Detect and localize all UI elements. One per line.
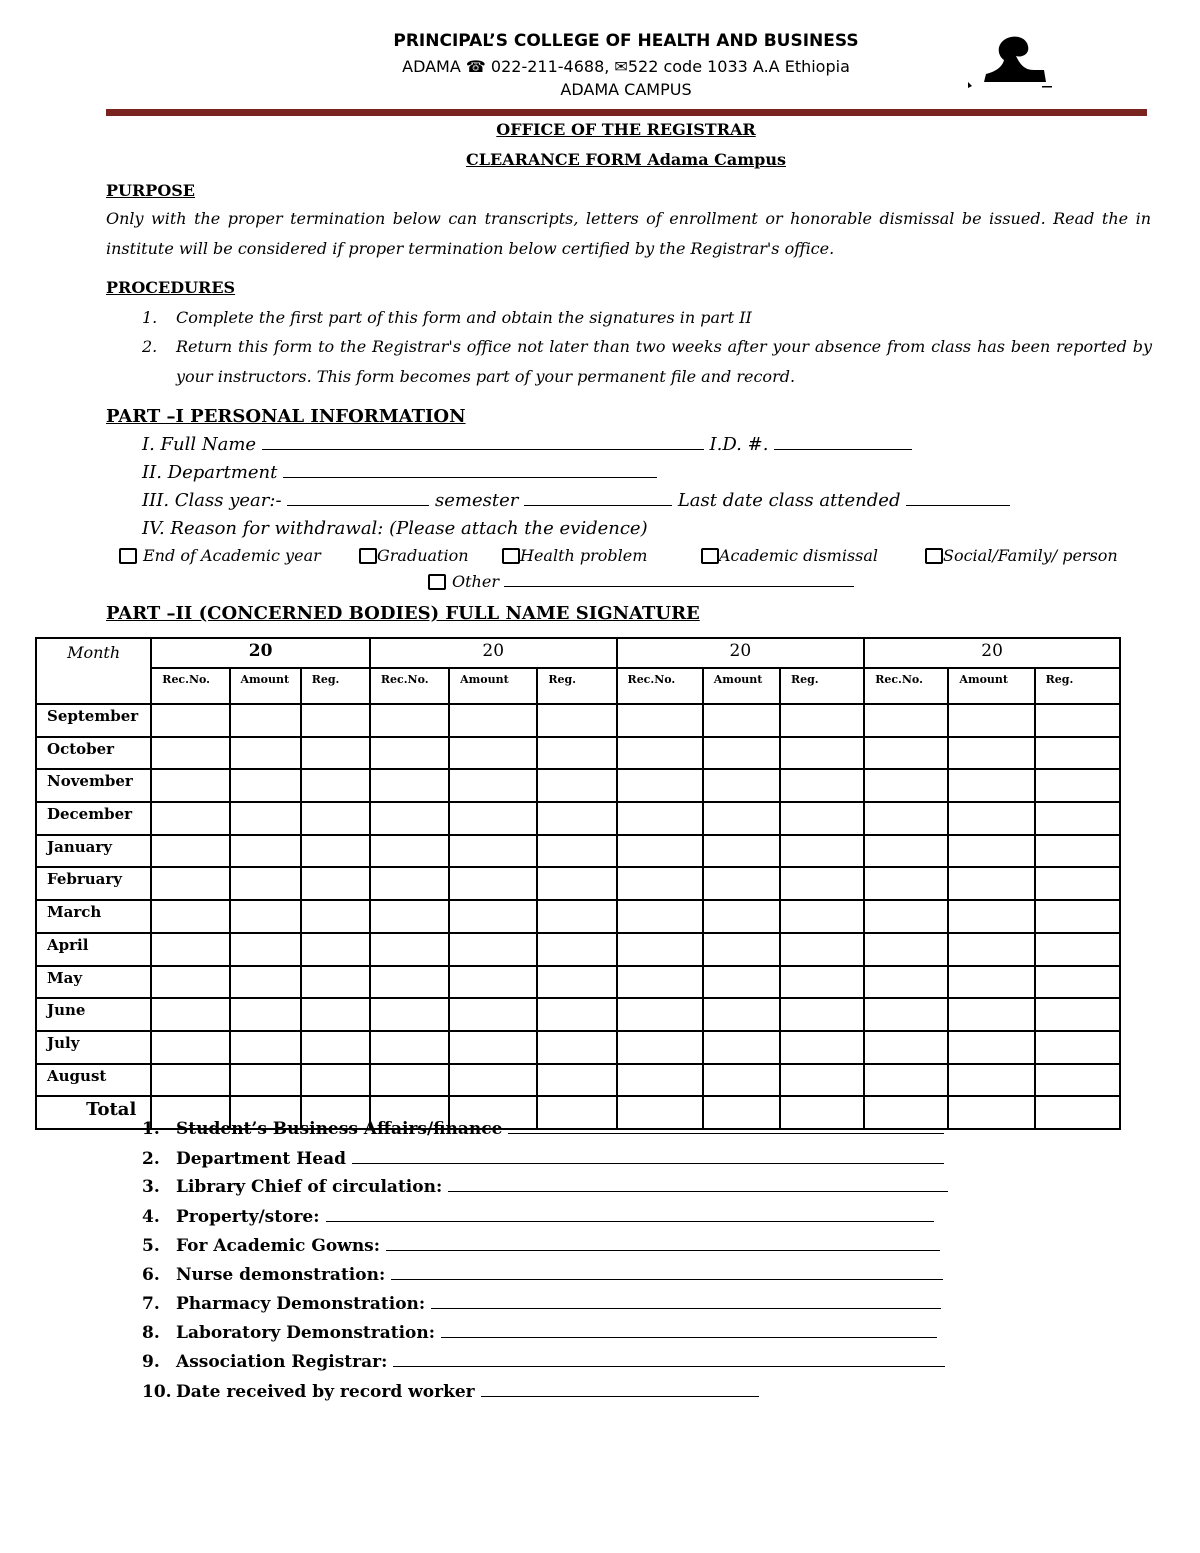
entry-cell[interactable] <box>449 1064 537 1097</box>
entry-cell[interactable] <box>151 835 229 868</box>
signature-line-item[interactable] <box>142 1207 934 1227</box>
signature-line-item[interactable] <box>142 1294 941 1314</box>
last-date-label: Last date class attended <box>677 490 901 511</box>
checkbox-icon[interactable] <box>701 548 719 564</box>
signature-line-item[interactable] <box>142 1149 944 1169</box>
entry-cell[interactable] <box>864 704 948 737</box>
reg-header: Reg. <box>301 668 370 704</box>
table-row <box>36 737 1120 770</box>
entry-cell[interactable] <box>301 704 370 737</box>
entry-cell[interactable] <box>703 900 780 933</box>
entry-cell[interactable] <box>537 998 616 1031</box>
entry-cell[interactable] <box>617 802 703 835</box>
entry-cell[interactable] <box>370 966 449 999</box>
entry-cell[interactable] <box>864 1031 948 1064</box>
rec-no-header: Rec.No. <box>617 668 703 704</box>
entry-cell[interactable] <box>1035 1096 1120 1129</box>
last-date-line[interactable] <box>906 504 1010 506</box>
month-header: Month <box>36 638 151 704</box>
entry-cell[interactable] <box>449 900 537 933</box>
entry-cell[interactable] <box>370 933 449 966</box>
amount-header: Amount <box>703 668 780 704</box>
table-row <box>36 802 1120 835</box>
entry-cell[interactable] <box>780 1064 864 1097</box>
month-label: October <box>36 737 151 770</box>
signature-number: 6. <box>142 1265 160 1285</box>
entry-cell[interactable] <box>230 1064 301 1097</box>
entry-cell[interactable] <box>703 1064 780 1097</box>
entry-cell[interactable] <box>1035 900 1120 933</box>
office-title: OFFICE OF THE REGISTRAR <box>496 120 756 139</box>
table-row <box>36 867 1120 900</box>
purpose-heading: PURPOSE <box>106 181 195 200</box>
entry-cell[interactable] <box>617 737 703 770</box>
other-line[interactable] <box>504 585 854 587</box>
entry-cell[interactable] <box>948 966 1034 999</box>
entry-cell[interactable] <box>370 867 449 900</box>
signature-blank[interactable] <box>431 1307 941 1309</box>
entry-cell[interactable] <box>370 737 449 770</box>
entry-cell[interactable] <box>151 704 229 737</box>
table-row <box>36 704 1120 737</box>
entry-cell[interactable] <box>537 900 616 933</box>
month-label: March <box>36 900 151 933</box>
entry-cell[interactable] <box>617 769 703 802</box>
entry-cell[interactable] <box>537 704 616 737</box>
entry-cell[interactable] <box>449 998 537 1031</box>
entry-cell[interactable] <box>537 737 616 770</box>
entry-cell[interactable] <box>703 704 780 737</box>
total-label: Total <box>36 1096 151 1129</box>
entry-cell[interactable] <box>301 998 370 1031</box>
department-label: II. Department <box>142 462 278 483</box>
entry-cell[interactable] <box>864 933 948 966</box>
entry-cell[interactable] <box>301 835 370 868</box>
signature-line-item[interactable] <box>142 1119 944 1139</box>
entry-cell[interactable] <box>948 1064 1034 1097</box>
procedure-text: Complete the first part of this form and obtain the signatures in part II <box>176 308 752 327</box>
entry-cell[interactable] <box>301 1064 370 1097</box>
entry-cell[interactable] <box>1035 802 1120 835</box>
table-row <box>36 998 1120 1031</box>
checkbox-icon[interactable] <box>428 574 446 590</box>
entry-cell[interactable] <box>703 835 780 868</box>
entry-cell[interactable] <box>230 737 301 770</box>
entry-cell[interactable] <box>301 867 370 900</box>
entry-cell[interactable] <box>617 835 703 868</box>
entry-cell[interactable] <box>948 933 1034 966</box>
signature-label: Nurse demonstration: <box>176 1265 386 1285</box>
rec-no-header: Rec.No. <box>864 668 948 704</box>
year-header: 20 <box>370 638 617 668</box>
entry-cell[interactable] <box>370 1064 449 1097</box>
entry-cell[interactable] <box>537 769 616 802</box>
entry-cell[interactable] <box>617 704 703 737</box>
entry-cell[interactable] <box>864 769 948 802</box>
entry-cell[interactable] <box>301 769 370 802</box>
signature-line-item[interactable] <box>142 1382 759 1402</box>
entry-cell[interactable] <box>948 769 1034 802</box>
option-label: Other <box>452 572 499 591</box>
entry-cell[interactable] <box>151 900 229 933</box>
entry-cell[interactable] <box>449 933 537 966</box>
signature-label: Pharmacy Demonstration: <box>176 1294 426 1314</box>
entry-cell[interactable] <box>780 933 864 966</box>
table-row <box>36 1064 1120 1097</box>
year-header: 20 <box>151 638 370 668</box>
entry-cell[interactable] <box>1035 966 1120 999</box>
signature-label: Date received by record worker <box>176 1382 475 1402</box>
entry-cell[interactable] <box>230 966 301 999</box>
amount-header: Amount <box>449 668 537 704</box>
entry-cell[interactable] <box>1035 998 1120 1031</box>
entry-cell[interactable] <box>151 966 229 999</box>
entry-cell[interactable] <box>370 769 449 802</box>
entry-cell[interactable] <box>948 835 1034 868</box>
option-health-problem[interactable] <box>502 546 647 565</box>
entry-cell[interactable] <box>230 933 301 966</box>
table-row <box>36 1031 1120 1064</box>
signature-blank[interactable] <box>391 1278 943 1280</box>
table-row <box>36 900 1120 933</box>
option-graduation[interactable] <box>359 546 469 565</box>
entry-cell[interactable] <box>948 900 1034 933</box>
campus-name: ADAMA CAMPUS <box>560 80 692 99</box>
table-row <box>36 933 1120 966</box>
entry-cell[interactable] <box>948 1096 1034 1129</box>
entry-cell[interactable] <box>948 1031 1034 1064</box>
entry-cell[interactable] <box>370 900 449 933</box>
entry-cell[interactable] <box>151 802 229 835</box>
checkbox-icon[interactable] <box>359 548 377 564</box>
entry-cell[interactable] <box>864 966 948 999</box>
reg-header: Reg. <box>1035 668 1120 704</box>
amount-header: Amount <box>230 668 301 704</box>
entry-cell[interactable] <box>449 737 537 770</box>
department-field[interactable] <box>142 462 657 483</box>
month-label: April <box>36 933 151 966</box>
entry-cell[interactable] <box>703 966 780 999</box>
entry-cell[interactable] <box>617 867 703 900</box>
full-name-label: I. Full Name <box>142 434 257 455</box>
signature-number: 10. <box>142 1382 172 1402</box>
signature-blank[interactable] <box>326 1220 934 1222</box>
checkbox-icon[interactable] <box>502 548 520 564</box>
entry-cell[interactable] <box>948 704 1034 737</box>
option-academic-dismissal[interactable] <box>701 546 878 565</box>
entry-cell[interactable] <box>1035 737 1120 770</box>
checkbox-icon[interactable] <box>119 548 137 564</box>
signature-label: Library Chief of circulation: <box>176 1177 443 1197</box>
entry-cell[interactable] <box>617 998 703 1031</box>
entry-cell[interactable] <box>537 1031 616 1064</box>
signature-number: 4. <box>142 1207 160 1227</box>
entry-cell[interactable] <box>301 802 370 835</box>
month-label: June <box>36 998 151 1031</box>
entry-cell[interactable] <box>151 998 229 1031</box>
month-label: August <box>36 1064 151 1097</box>
procedure-item <box>142 303 1152 333</box>
entry-cell[interactable] <box>1035 835 1120 868</box>
entry-cell[interactable] <box>537 835 616 868</box>
entry-cell[interactable] <box>1035 933 1120 966</box>
signature-blank[interactable] <box>352 1162 944 1164</box>
college-name: PRINCIPAL’S COLLEGE OF HEALTH AND BUSINESS <box>393 31 859 51</box>
entry-cell[interactable] <box>948 802 1034 835</box>
entry-cell[interactable] <box>301 900 370 933</box>
month-label: December <box>36 802 151 835</box>
full-name-field[interactable] <box>142 434 912 455</box>
entry-cell[interactable] <box>449 704 537 737</box>
reason-label: IV. Reason for withdrawal: (Please attach the evidence) <box>142 518 648 539</box>
entry-cell[interactable] <box>948 867 1034 900</box>
entry-cell[interactable] <box>151 867 229 900</box>
month-label: September <box>36 704 151 737</box>
option-label: End of Academic year <box>143 546 321 565</box>
entry-cell[interactable] <box>617 1064 703 1097</box>
option-other[interactable] <box>428 572 854 591</box>
entry-cell[interactable] <box>617 933 703 966</box>
entry-cell[interactable] <box>449 802 537 835</box>
entry-cell[interactable] <box>617 1031 703 1064</box>
entry-cell[interactable] <box>1035 1031 1120 1064</box>
procedure-number: 1. <box>142 308 158 327</box>
signature-number: 7. <box>142 1294 160 1314</box>
year-header: 20 <box>617 638 865 668</box>
signature-number: 5. <box>142 1236 160 1256</box>
reg-header: Reg. <box>537 668 616 704</box>
signature-number: 3. <box>142 1177 160 1197</box>
full-name-line[interactable] <box>262 448 704 450</box>
entry-cell[interactable] <box>230 900 301 933</box>
entry-cell[interactable] <box>230 835 301 868</box>
signature-line-item[interactable] <box>142 1236 940 1256</box>
entry-cell[interactable] <box>449 966 537 999</box>
entry-cell[interactable] <box>230 704 301 737</box>
entry-cell[interactable] <box>703 1031 780 1064</box>
entry-cell[interactable] <box>948 737 1034 770</box>
class-year-label: III. Class year:- <box>142 490 282 511</box>
option-label: Academic dismissal <box>719 546 879 565</box>
purpose-text: Only with the proper termination below can transcripts, letters of enrollment or honorable dismissal be issued. Read the in institute will be considered if proper termination below certified by the Registrar's office. <box>106 209 1151 258</box>
rec-no-header: Rec.No. <box>370 668 449 704</box>
entry-cell[interactable] <box>1035 704 1120 737</box>
entry-cell[interactable] <box>370 1031 449 1064</box>
signature-blank[interactable] <box>448 1190 948 1192</box>
checkbox-icon[interactable] <box>925 548 943 564</box>
signature-blank[interactable] <box>386 1249 940 1251</box>
entry-cell[interactable] <box>301 1031 370 1064</box>
entry-cell[interactable] <box>864 835 948 868</box>
entry-cell[interactable] <box>301 737 370 770</box>
option-label: Graduation <box>377 546 469 565</box>
signature-line-item[interactable] <box>142 1323 937 1343</box>
entry-cell[interactable] <box>703 867 780 900</box>
entry-cell[interactable] <box>449 769 537 802</box>
signature-line-item[interactable] <box>142 1265 943 1285</box>
entry-cell[interactable] <box>703 802 780 835</box>
entry-cell[interactable] <box>780 966 864 999</box>
reg-header: Reg. <box>780 668 864 704</box>
entry-cell[interactable] <box>230 998 301 1031</box>
option-label: Social/Family/ person <box>943 546 1118 565</box>
option-label: Health problem <box>520 546 648 565</box>
form-title: CLEARANCE FORM Adama Campus <box>466 150 786 169</box>
semester-label: semester <box>435 490 519 511</box>
entry-cell[interactable] <box>617 966 703 999</box>
signature-label: Department Head <box>176 1149 346 1169</box>
entry-cell[interactable] <box>151 933 229 966</box>
signature-blank[interactable] <box>393 1365 945 1367</box>
month-label: May <box>36 966 151 999</box>
entry-cell[interactable] <box>780 835 864 868</box>
id-line[interactable] <box>774 448 912 450</box>
entry-cell[interactable] <box>780 1031 864 1064</box>
entry-cell[interactable] <box>449 835 537 868</box>
entry-cell[interactable] <box>151 1031 229 1064</box>
entry-cell[interactable] <box>864 737 948 770</box>
entry-cell[interactable] <box>703 769 780 802</box>
signature-label: For Academic Gowns: <box>176 1236 381 1256</box>
entry-cell[interactable] <box>370 835 449 868</box>
signature-label: Laboratory Demonstration: <box>176 1323 436 1343</box>
option-end-of-academic-year[interactable] <box>119 546 321 565</box>
entry-cell[interactable] <box>370 704 449 737</box>
header-rule <box>106 109 1147 116</box>
part1-heading: PART –I PERSONAL INFORMATION <box>106 406 466 427</box>
entry-cell[interactable] <box>864 1064 948 1097</box>
entry-cell[interactable] <box>449 867 537 900</box>
entry-cell[interactable] <box>301 966 370 999</box>
table-row <box>36 966 1120 999</box>
entry-cell[interactable] <box>537 802 616 835</box>
semester-line[interactable] <box>524 504 672 506</box>
college-logo-icon <box>964 34 1054 90</box>
entry-cell[interactable] <box>370 998 449 1031</box>
signature-label: Association Registrar: <box>176 1352 388 1372</box>
table-row <box>36 835 1120 868</box>
entry-cell[interactable] <box>1035 769 1120 802</box>
entry-cell[interactable] <box>703 998 780 1031</box>
procedures-heading: PROCEDURES <box>106 278 236 297</box>
month-label: July <box>36 1031 151 1064</box>
entry-cell[interactable] <box>1035 1064 1120 1097</box>
entry-cell[interactable] <box>617 900 703 933</box>
month-label: January <box>36 835 151 868</box>
entry-cell[interactable] <box>864 900 948 933</box>
signature-number: 9. <box>142 1352 160 1372</box>
entry-cell[interactable] <box>449 1031 537 1064</box>
entry-cell[interactable] <box>703 737 780 770</box>
signature-blank[interactable] <box>481 1395 759 1397</box>
entry-cell[interactable] <box>230 867 301 900</box>
entry-cell[interactable] <box>864 998 948 1031</box>
entry-cell[interactable] <box>780 769 864 802</box>
entry-cell[interactable] <box>1035 867 1120 900</box>
class-year-field[interactable] <box>142 490 1010 511</box>
entry-cell[interactable] <box>948 998 1034 1031</box>
entry-cell[interactable] <box>537 933 616 966</box>
rec-no-header: Rec.No. <box>151 668 229 704</box>
entry-cell[interactable] <box>780 704 864 737</box>
entry-cell[interactable] <box>703 933 780 966</box>
entry-cell[interactable] <box>537 1064 616 1097</box>
signature-number: 2. <box>142 1149 160 1169</box>
signature-number: 8. <box>142 1323 160 1343</box>
entry-cell[interactable] <box>780 900 864 933</box>
payment-table <box>35 637 1121 1130</box>
signature-number: 1. <box>142 1119 160 1139</box>
department-line[interactable] <box>283 476 657 478</box>
entry-cell[interactable] <box>780 802 864 835</box>
entry-cell[interactable] <box>151 1064 229 1097</box>
entry-cell[interactable] <box>230 802 301 835</box>
year-header: 20 <box>864 638 1120 668</box>
signature-label: Student’s Business Affairs/finance <box>176 1119 503 1139</box>
entry-cell[interactable] <box>537 966 616 999</box>
month-label: February <box>36 867 151 900</box>
procedure-item <box>142 332 1152 391</box>
signature-line-item[interactable] <box>142 1177 948 1197</box>
entry-cell[interactable] <box>864 802 948 835</box>
entry-cell[interactable] <box>151 737 229 770</box>
id-label: I.D. #. <box>709 434 769 455</box>
month-label: November <box>36 769 151 802</box>
signature-blank[interactable] <box>441 1336 937 1338</box>
table-row <box>36 769 1120 802</box>
procedure-number: 2. <box>142 337 158 356</box>
entry-cell[interactable] <box>301 933 370 966</box>
signature-label: Property/store: <box>176 1207 320 1227</box>
entry-cell[interactable] <box>230 1031 301 1064</box>
entry-cell[interactable] <box>151 769 229 802</box>
part2-heading: PART –II (CONCERNED BODIES) FULL NAME SIGNATURE <box>106 603 700 624</box>
entry-cell[interactable] <box>537 867 616 900</box>
option-social-family[interactable] <box>925 546 1118 565</box>
entry-cell[interactable] <box>780 867 864 900</box>
entry-cell[interactable] <box>780 737 864 770</box>
college-contact: ADAMA ☎ 022-211-4688, ✉522 code 1033 A.A Ethiopia <box>402 57 850 76</box>
class-year-line[interactable] <box>287 504 429 506</box>
procedure-text: Return this form to the Registrar's office not later than two weeks after your absence from class has been reported by your instructors. This form becomes part of your permanent file and record. <box>176 337 1152 386</box>
amount-header: Amount <box>948 668 1034 704</box>
entry-cell[interactable] <box>370 802 449 835</box>
signature-blank[interactable] <box>508 1132 944 1134</box>
entry-cell[interactable] <box>230 769 301 802</box>
signature-line-item[interactable] <box>142 1352 945 1372</box>
entry-cell[interactable] <box>864 867 948 900</box>
entry-cell[interactable] <box>780 998 864 1031</box>
